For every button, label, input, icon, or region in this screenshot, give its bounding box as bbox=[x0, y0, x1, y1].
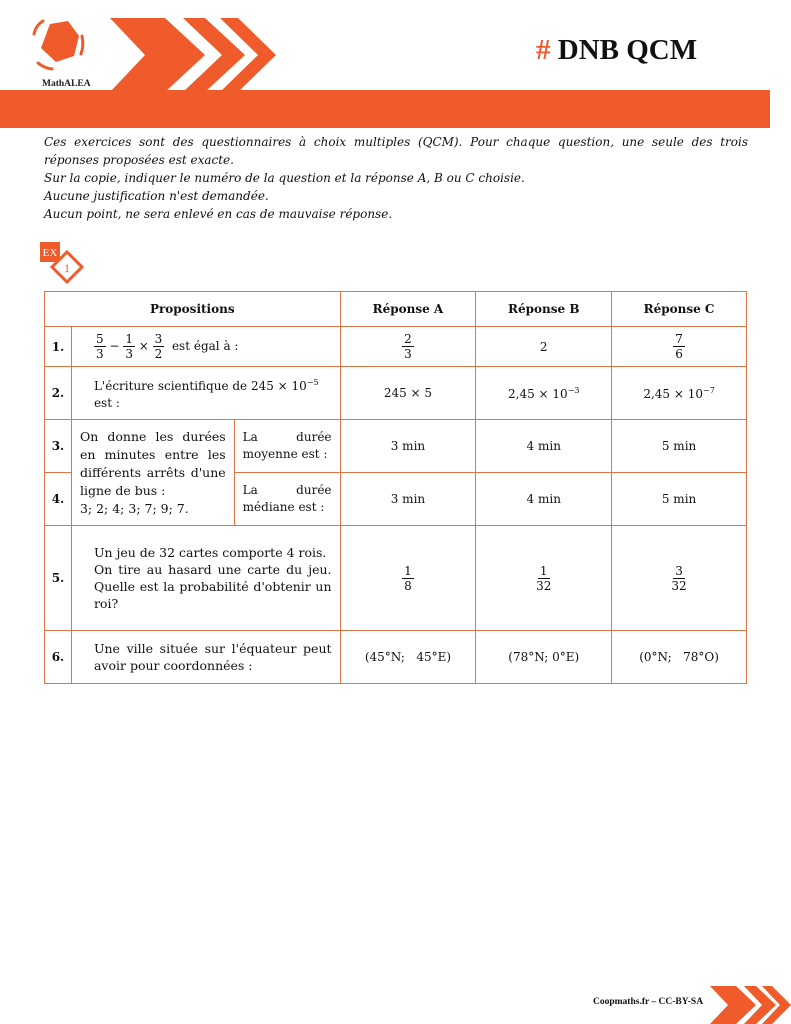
table-row bbox=[45, 327, 747, 367]
answer-a: (45°N; 45°E) bbox=[340, 631, 476, 684]
fraction: $\frac{3}{2}$ bbox=[154, 332, 163, 361]
badge-number: 1 bbox=[64, 261, 70, 275]
answer-a: 245 × 5 bbox=[340, 367, 476, 420]
title-text: DNB QCM bbox=[557, 34, 698, 66]
exercise-badge bbox=[40, 242, 88, 288]
question-text: L'écriture scientifique de $245 \times 10^{-5}$ est : bbox=[71, 367, 340, 420]
badge-label: EX bbox=[42, 247, 58, 259]
question-number: 1. bbox=[45, 327, 72, 367]
qcm-table bbox=[44, 291, 747, 684]
question-number: 4. bbox=[45, 473, 72, 526]
sub-question-text: La durée médiane est : bbox=[234, 473, 340, 526]
instruction-line: Aucune justification n'est demandée. bbox=[44, 189, 269, 203]
answer-c: $\frac{3}{32}$ bbox=[612, 526, 747, 631]
answer-b: 4 min bbox=[476, 420, 612, 473]
answer-c: (0°N; 78°O) bbox=[612, 631, 747, 684]
answer-b: $2,45 \times 10^{-3}$ bbox=[476, 367, 612, 420]
instruction-line: Ces exercices sont des questionnaires à choix multiples (QCM). Pour chaque question, une seule des trois réponses proposées est exacte. bbox=[44, 135, 748, 167]
answer-c: $2,45 \times 10^{-7}$ bbox=[612, 367, 747, 420]
table-row bbox=[45, 420, 747, 473]
table-row bbox=[45, 631, 747, 684]
question-number: 6. bbox=[45, 631, 72, 684]
table-row bbox=[45, 526, 747, 631]
answer-b: 4 min bbox=[476, 473, 612, 526]
fraction: $\frac{1}{3}$ bbox=[125, 332, 133, 361]
question-text: Un jeu de 32 cartes comporte 4 rois. On tire au hasard une carte du jeu. Quelle est la probabilité d'obtenir un roi? bbox=[71, 526, 340, 631]
answer-a: 3 min bbox=[340, 473, 476, 526]
sub-question-text: La durée moyenne est : bbox=[234, 420, 340, 473]
table-row bbox=[45, 367, 747, 420]
instruction-line: Sur la copie, indiquer le numéro de la question et la réponse A, B ou C choisie. bbox=[44, 171, 525, 185]
answer-a: 3 min bbox=[340, 420, 476, 473]
footer-credit: Coopmaths.fr – CC-BY-SA bbox=[593, 997, 704, 1007]
instructions bbox=[44, 133, 748, 223]
question-number: 5. bbox=[45, 526, 72, 631]
mathalea-logo-icon bbox=[34, 21, 83, 69]
title-hash: # bbox=[536, 34, 551, 66]
brand-name: MathALEA bbox=[42, 79, 91, 89]
answer-b: 2 bbox=[476, 327, 612, 367]
question-number: 2. bbox=[45, 367, 72, 420]
header-answer-c: Réponse C bbox=[612, 292, 747, 327]
table-header-row bbox=[45, 292, 747, 327]
instruction-line: Aucun point, ne sera enlevé en cas de mauvaise réponse. bbox=[44, 207, 393, 221]
answer-c: $\frac{7}{6}$ bbox=[612, 327, 747, 367]
answer-a: $\frac{1}{8}$ bbox=[340, 526, 476, 631]
header-propositions: Propositions bbox=[45, 292, 341, 327]
footer-chevrons-icon bbox=[710, 986, 791, 1024]
question-text: $\frac{5}{3}$ − $\frac{1}{3}$ × $\frac{3}{2}$ est égal à : bbox=[71, 327, 340, 367]
answer-b: $\frac{1}{32}$ bbox=[476, 526, 612, 631]
fraction: $\frac{5}{3}$ bbox=[95, 332, 104, 361]
page-title bbox=[536, 34, 697, 67]
answer-c: 5 min bbox=[612, 420, 747, 473]
answer-c: 5 min bbox=[612, 473, 747, 526]
answer-a: $\frac{2}{3}$ bbox=[340, 327, 476, 367]
shared-question-text: On donne les durées en minutes entre les différents arrêts d'une ligne de bus : 3; 2; 4; 3; 7; 9; 7. bbox=[71, 420, 234, 526]
header-answer-a: Réponse A bbox=[340, 292, 476, 327]
header-answer-b: Réponse B bbox=[476, 292, 612, 327]
answer-b: (78°N; 0°E) bbox=[476, 631, 612, 684]
chevrons-decoration bbox=[110, 18, 276, 92]
question-text: Une ville située sur l'équateur peut avoir pour coordonnées : bbox=[71, 631, 340, 684]
question-number: 3. bbox=[45, 420, 72, 473]
header-band bbox=[0, 90, 770, 128]
